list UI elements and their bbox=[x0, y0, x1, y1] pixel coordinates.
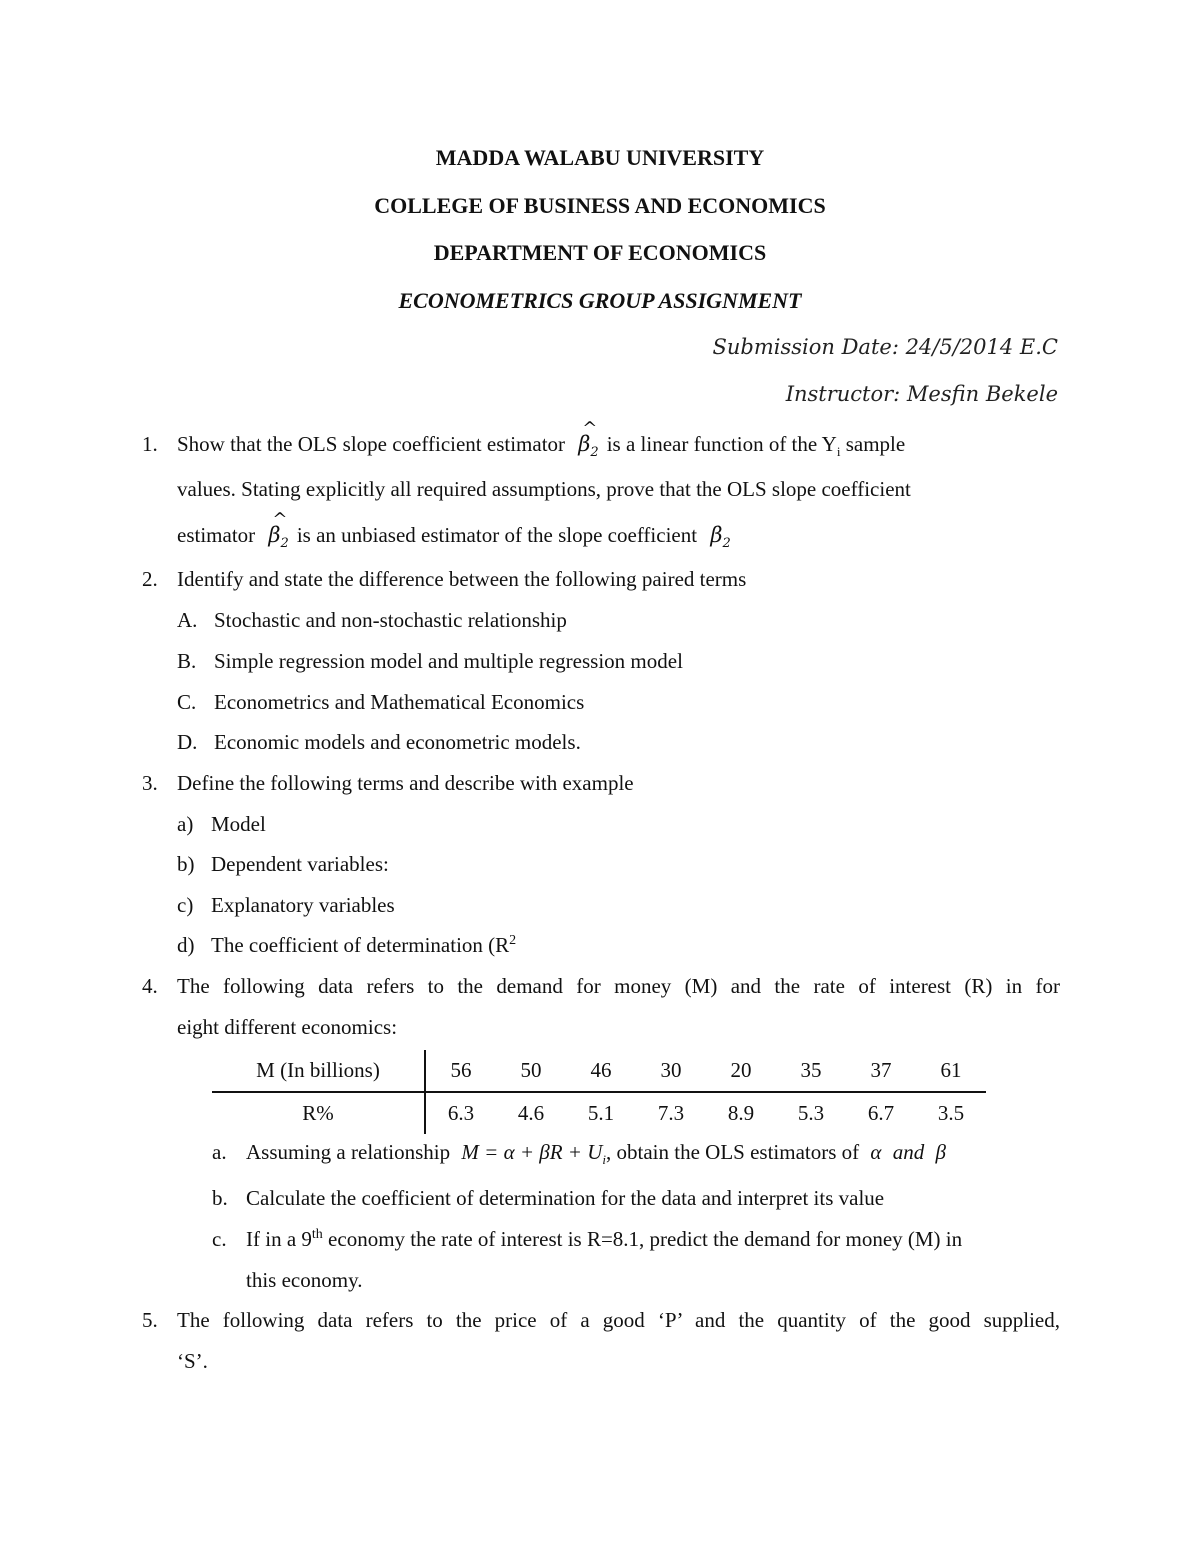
q2-item-text: Econometrics and Mathematical Economics bbox=[214, 690, 585, 714]
q2-item-text: Simple regression model and multiple regression model bbox=[214, 649, 683, 673]
q3-item-label: b) bbox=[177, 852, 195, 876]
table-cell: 46 bbox=[566, 1050, 636, 1092]
q4-line1: The following data refers to the demand for money (M) and the rate of interest (R) in for bbox=[177, 974, 1060, 998]
alpha-symbol: α bbox=[870, 1140, 882, 1164]
table-cell: 4.6 bbox=[517, 1101, 545, 1125]
q1-sub-i: i bbox=[836, 444, 841, 460]
table-row bbox=[212, 1092, 986, 1134]
table-cell: 6.7 bbox=[867, 1101, 895, 1125]
q4-c-label: c. bbox=[212, 1227, 227, 1251]
table-cell: 3.5 bbox=[937, 1101, 965, 1125]
university-name: MADDA WALABU UNIVERSITY bbox=[435, 145, 765, 170]
q3-text: Define the following terms and describe with example bbox=[177, 771, 634, 795]
beta-symbol: β bbox=[935, 1140, 946, 1164]
q4-number: 4. bbox=[142, 974, 158, 998]
q3-item-label: a) bbox=[177, 812, 194, 836]
table-cell: 50 bbox=[496, 1050, 566, 1092]
beta2-hat-symbol: ^ $\beta_2$ bbox=[578, 418, 599, 461]
table-cell: 5.3 bbox=[797, 1101, 825, 1125]
regression-equation: $M = \alpha + \beta R + U_i$ bbox=[461, 1140, 607, 1168]
table-cell: 37 bbox=[846, 1050, 916, 1092]
q3-number: 3. bbox=[142, 771, 158, 795]
q5-line2: ‘S’. bbox=[177, 1349, 208, 1373]
q2-item-label: C. bbox=[177, 690, 197, 714]
q4-b-label: b. bbox=[212, 1186, 228, 1210]
table-cell: 7.3 bbox=[657, 1101, 685, 1125]
table-cell: 5.1 bbox=[587, 1101, 615, 1125]
q3-item-text: Model bbox=[211, 812, 266, 836]
q1-line1 bbox=[177, 418, 906, 461]
q2-text: Identify and state the difference between the following paired terms bbox=[177, 567, 747, 591]
college-name: COLLEGE OF BUSINESS AND ECONOMICS bbox=[374, 193, 826, 218]
q4-line2: eight different economics: bbox=[177, 1015, 398, 1039]
r-squared-superscript: 2 bbox=[509, 933, 517, 948]
q3-item-text: Dependent variables: bbox=[211, 852, 389, 876]
q1-line1-text-b: is a linear function of the Y bbox=[606, 432, 837, 456]
q1-line2: values. Stating explicitly all required assumptions, prove that the OLS slope coefficient bbox=[177, 477, 911, 501]
beta2-symbol: $\beta_2$ bbox=[710, 523, 731, 552]
table-cell: 6.3 bbox=[447, 1101, 475, 1125]
q5-line1: The following data refers to the price of a good ‘P’ and the quantity of the good supplied, bbox=[177, 1308, 1060, 1332]
q5-number: 5. bbox=[142, 1308, 158, 1332]
q1-line1-text-c: sample bbox=[845, 432, 906, 456]
q3-item-text: Explanatory variables bbox=[211, 893, 395, 917]
table-cell: 8.9 bbox=[727, 1101, 755, 1125]
beta2-hat-symbol: ^ $\beta_2$ bbox=[268, 509, 289, 552]
instructor-name: Instructor: Mesfin Bekele bbox=[785, 382, 1058, 406]
table-cell: 61 bbox=[916, 1050, 986, 1092]
assignment-title: ECONOMETRICS GROUP ASSIGNMENT bbox=[398, 288, 802, 313]
table-row bbox=[212, 1050, 986, 1092]
table-cell: 30 bbox=[636, 1050, 706, 1092]
q4-a-label: a. bbox=[212, 1140, 227, 1164]
q4-a-text: Assuming a relationship $M = \alpha + \beta R + U_i$, obtain the OLS estimators of α and β bbox=[246, 1140, 946, 1168]
q1-line3 bbox=[177, 509, 731, 552]
q1-number: 1. bbox=[142, 432, 158, 456]
submission-date: Submission Date: 24/5/2014 E.C bbox=[712, 335, 1058, 359]
money-demand-table bbox=[212, 1050, 986, 1134]
q3-item-label: d) bbox=[177, 933, 195, 957]
q2-item-label: A. bbox=[177, 608, 198, 632]
department-name: DEPARTMENT OF ECONOMICS bbox=[433, 240, 767, 265]
table-cell: 56 bbox=[425, 1050, 496, 1092]
table-row-label: M (In billions) bbox=[212, 1050, 425, 1092]
table-cell: 20 bbox=[706, 1050, 776, 1092]
q3-item-label: c) bbox=[177, 893, 194, 917]
q4-c-text: If in a 9th economy the rate of interest is R=8.1, predict the demand for money (M) in bbox=[246, 1227, 963, 1251]
q2-item-label: D. bbox=[177, 730, 198, 754]
and-word: and bbox=[892, 1140, 925, 1164]
table-cell: 35 bbox=[776, 1050, 846, 1092]
table-row-label: R% bbox=[212, 1092, 425, 1134]
q1-line1-text-a: Show that the OLS slope coefficient estimator bbox=[177, 432, 566, 456]
q2-item-text: Economic models and econometric models. bbox=[214, 730, 581, 754]
q2-item-label: B. bbox=[177, 649, 197, 673]
q4-c-line2: this economy. bbox=[246, 1268, 363, 1292]
q3-item-text: The coefficient of determination ($R^2$ bbox=[211, 933, 517, 957]
q2-item-text: Stochastic and non-stochastic relationship bbox=[214, 608, 567, 632]
q1-line3-text-a: estimator bbox=[177, 523, 256, 547]
q4-b-text: Calculate the coefficient of determination for the data and interpret its value bbox=[246, 1186, 885, 1210]
q2-number: 2. bbox=[142, 567, 158, 591]
q1-line3-text-b: is an unbiased estimator of the slope coefficient bbox=[296, 523, 698, 547]
